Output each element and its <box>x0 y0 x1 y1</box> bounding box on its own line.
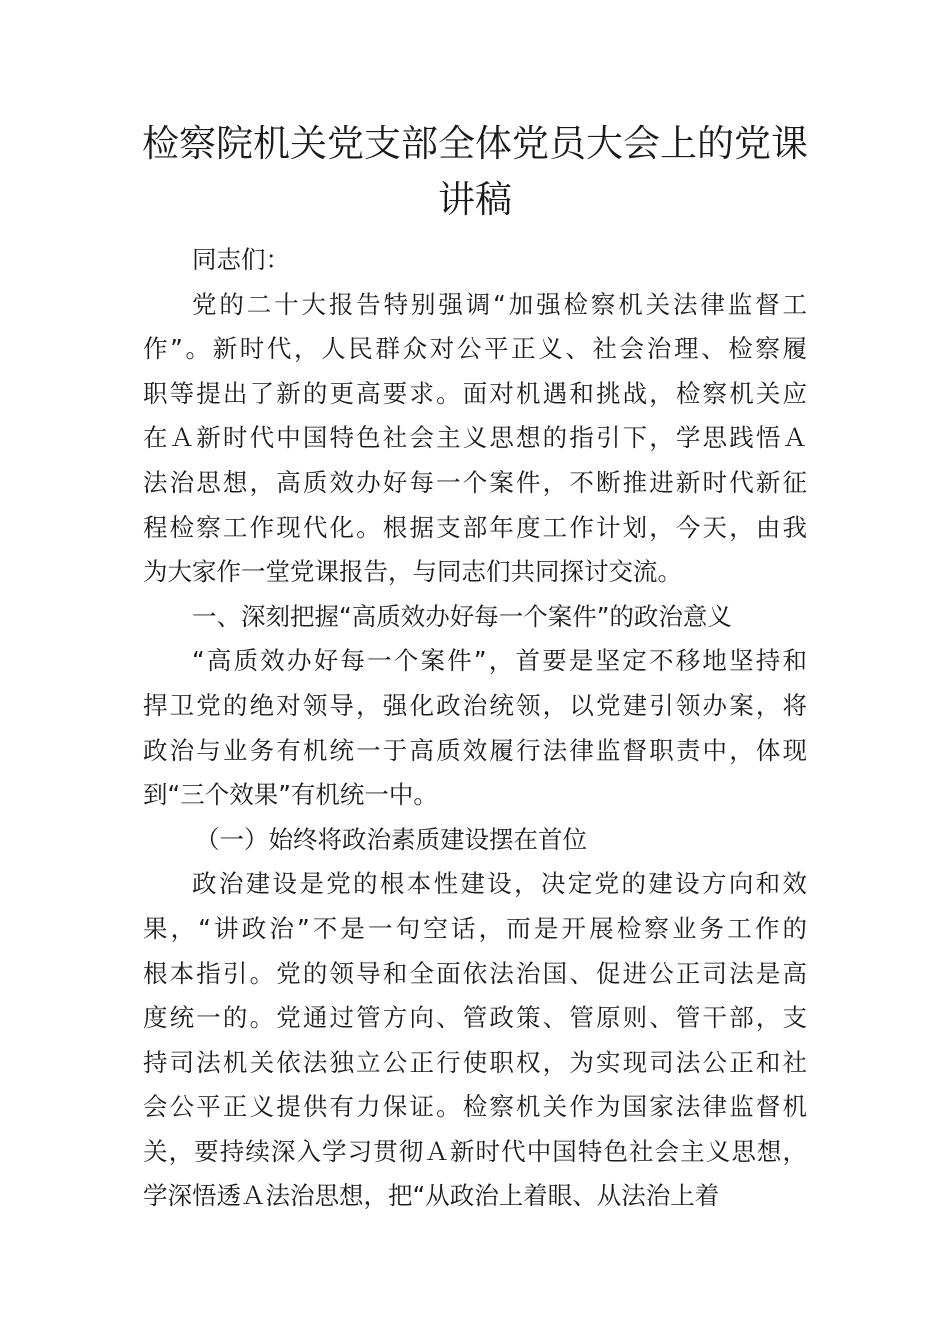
body-line: 根本指引。党的领导和全面依法治国、促进公正司法是高 <box>143 958 807 988</box>
body-line: 捍卫党的绝对领导，强化政治统领，以党建引领办案，将 <box>143 690 807 720</box>
body-line: 同志们： <box>192 245 290 274</box>
body-line: （一）始终将政治素质建设摆在首位 <box>195 824 587 854</box>
document-body <box>143 238 807 1219</box>
body-line: “高质效办好每一个案件”，首要是坚定不移地坚持和 <box>192 646 807 676</box>
body-line: 会公平正义提供有力保证。检察机关作为国家法律监督机 <box>143 1092 807 1122</box>
body-line: 职等提出了新的更高要求。面对机遇和挑战，检察机关应 <box>143 378 807 408</box>
body-line: 程检察工作现代化。根据支部年度工作计划，今天，由我 <box>143 512 807 542</box>
body-line: 党的二十大报告特别强调“加强检察机关法律监督工 <box>192 289 807 319</box>
body-line: 一、深刻把握“高质效办好每一个案件”的政治意义 <box>192 601 732 631</box>
body-line: 关，要持续深入学习贯彻Ａ新时代中国特色社会主义思想， <box>143 1136 807 1166</box>
body-line: 为大家作一堂党课报告，与同志们共同探讨交流。 <box>143 557 682 587</box>
body-line: 到“三个效果”有机统一中。 <box>143 780 438 810</box>
title-line-2: 讲稿 <box>438 178 512 221</box>
body-line: 持司法机关依法独立公正行使职权，为实现司法公正和社 <box>143 1047 807 1077</box>
body-line: 作”。新时代，人民群众对公平正义、社会治理、检察履 <box>143 334 807 364</box>
title-line-1: 检察院机关党支部全体党员大会上的党课 <box>142 122 808 165</box>
document-title <box>100 116 850 228</box>
body-line: 在Ａ新时代中国特色社会主义思想的指引下，学思践悟Ａ <box>143 423 807 453</box>
body-line: 政治建设是党的根本性建设，决定党的建设方向和效 <box>192 869 807 899</box>
body-line: 度统一的。党通过管方向、管政策、管原则、管干部，支 <box>143 1003 807 1033</box>
body-line: 政治与业务有机统一于高质效履行法律监督职责中，体现 <box>143 735 807 765</box>
body-line: 法治思想，高质效办好每一个案件，不断推进新时代新征 <box>143 467 807 497</box>
body-line: 果，“讲政治”不是一句空话，而是开展检察业务工作的 <box>143 913 807 943</box>
body-line: 学深悟透Ａ法治思想，把“从政治上着眼、从法治上着 <box>143 1181 720 1211</box>
